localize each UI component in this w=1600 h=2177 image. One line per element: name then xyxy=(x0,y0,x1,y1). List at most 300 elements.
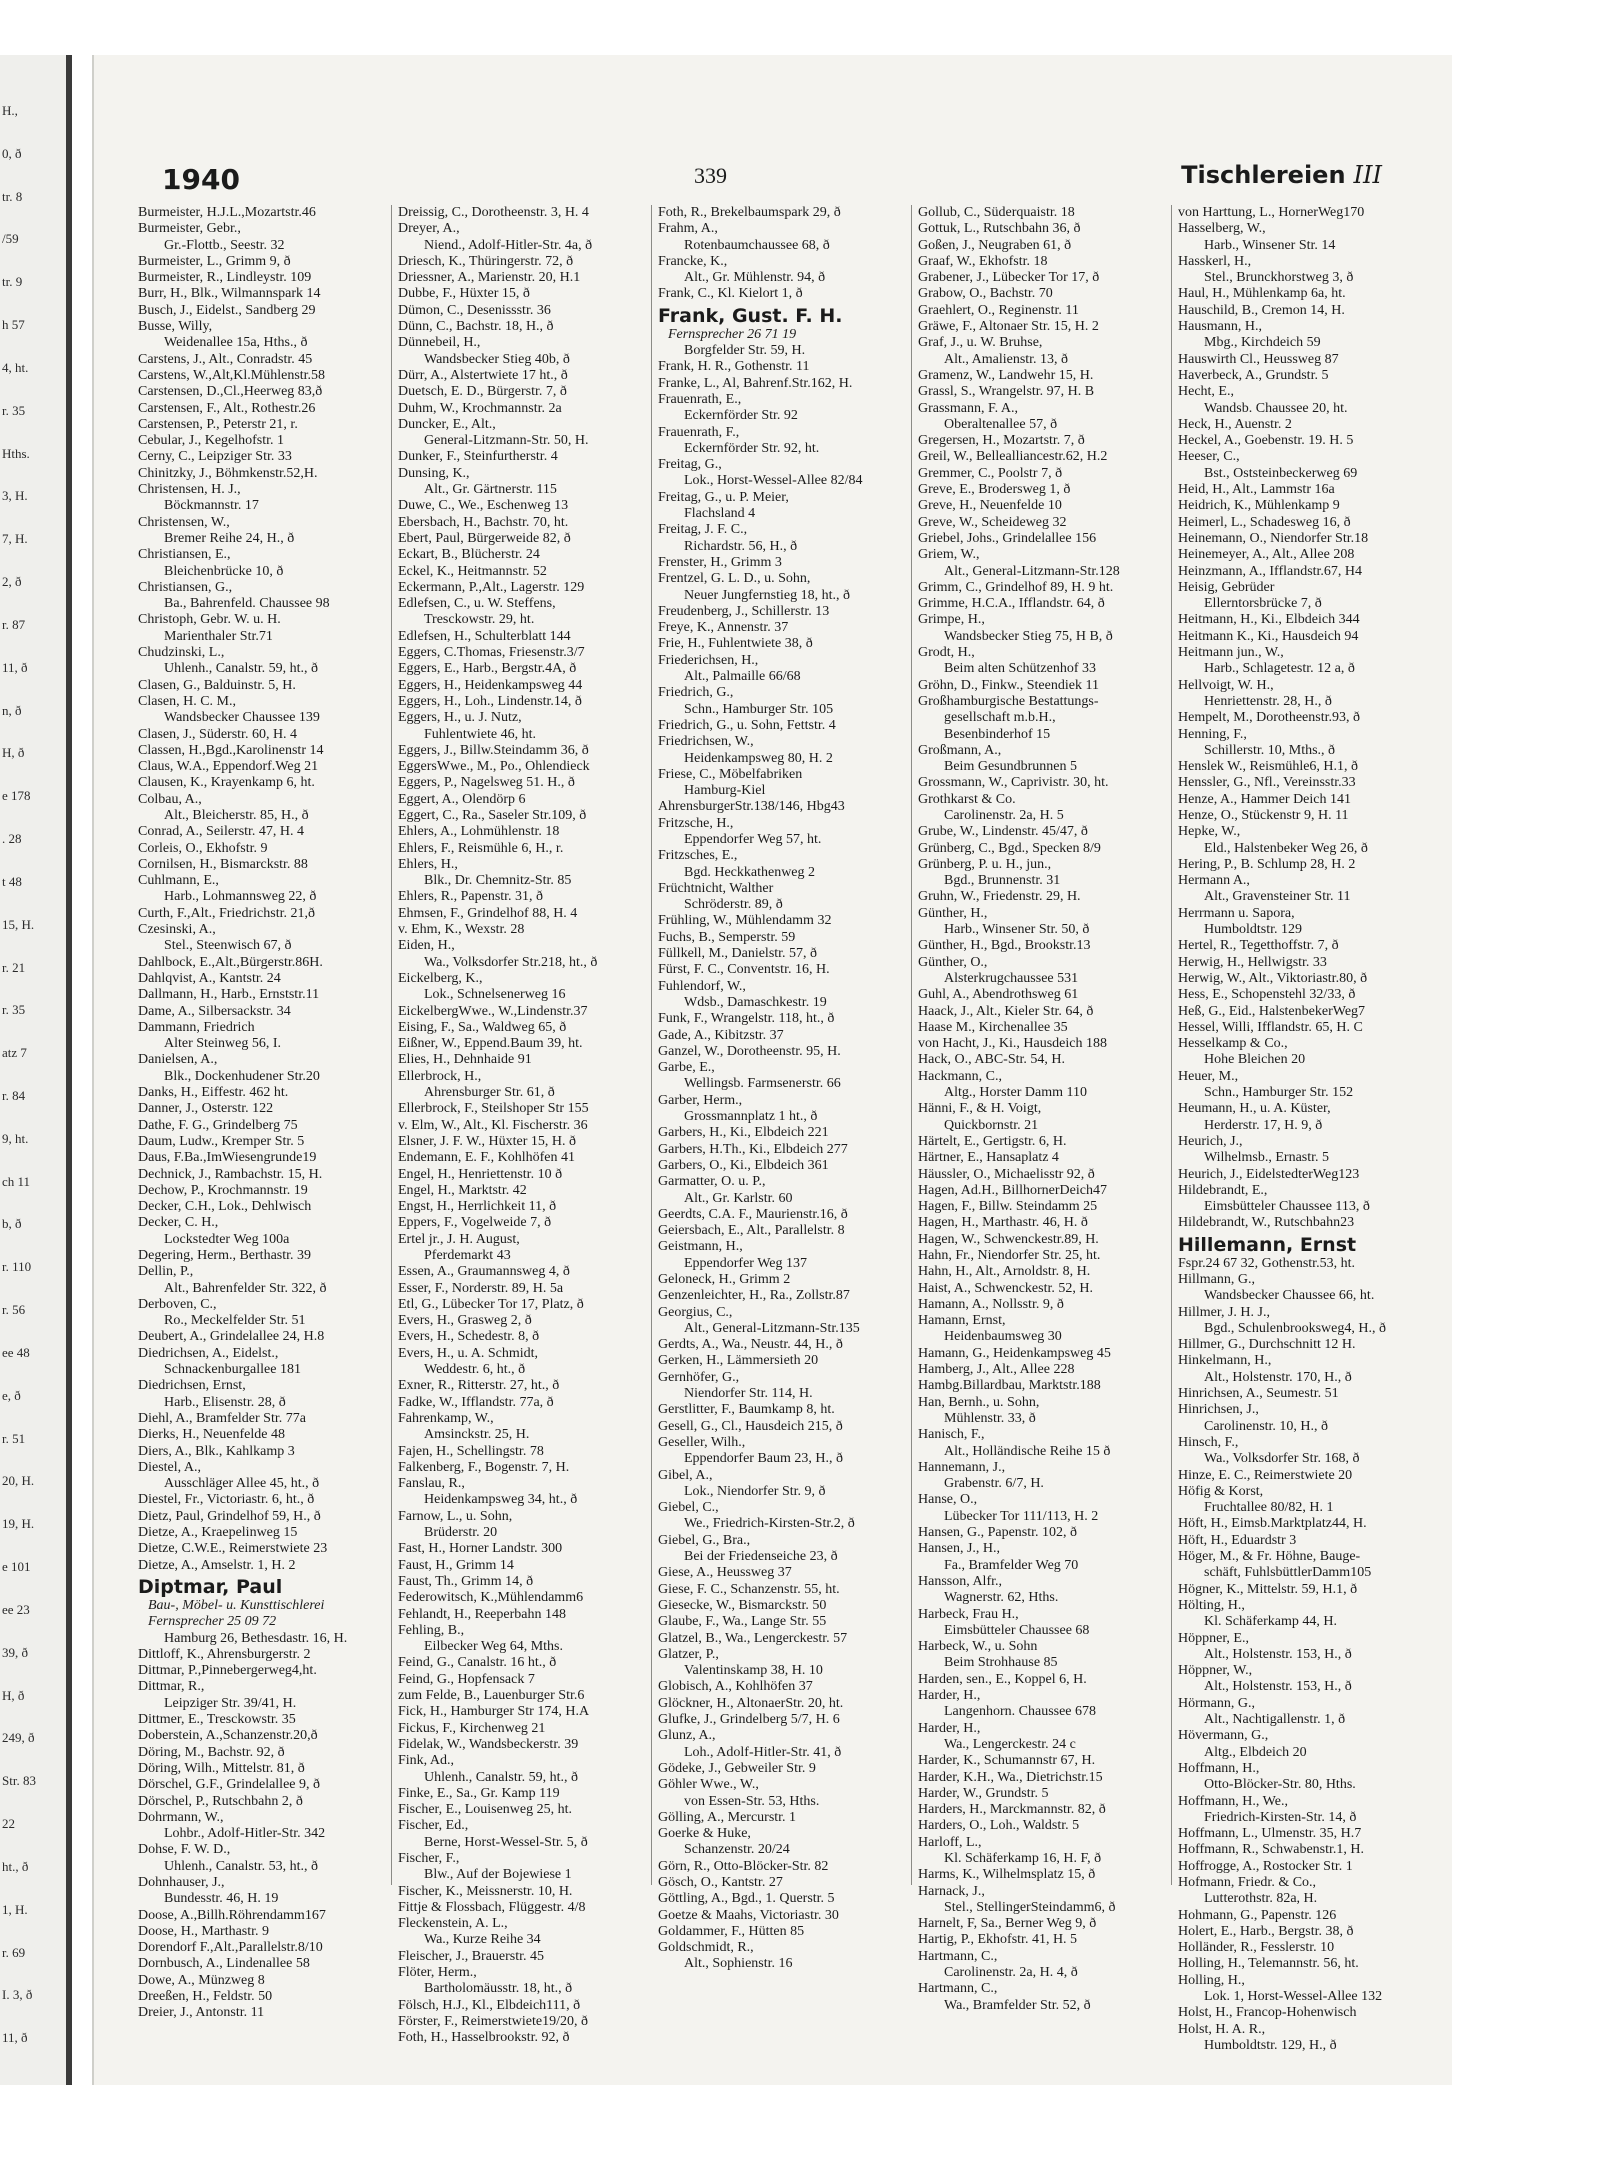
directory-entry: Eggert, C., Ra., Saseler Str.109, ð xyxy=(398,807,587,823)
directory-entry: Höft, H., Eduardstr 3 xyxy=(1178,1532,1297,1548)
directory-entry: Haist, A., Schwenckestr. 52, H. xyxy=(918,1280,1093,1296)
directory-entry-continuation: Stel., Brunckhorstweg 3, ð xyxy=(1204,270,1354,286)
directory-entry: Fuhlendorf, W., xyxy=(658,978,746,994)
directory-entry-continuation: Alt., Holstenstr. 153, H., ð xyxy=(1204,1646,1352,1662)
directory-entry-continuation: Alt., Palmaille 66/68 xyxy=(684,669,801,685)
directory-entry-continuation: Alsterkrugchaussee 531 xyxy=(944,970,1079,986)
previous-page-text-fragment: 249, ð xyxy=(2,1730,35,1746)
directory-entry: Giesecke, W., Bismarckstr. 50 xyxy=(658,1597,827,1613)
directory-entry-continuation: Harb., Schlagetestr. 12 a, ð xyxy=(1204,661,1355,677)
directory-entry: Hagen, W., Schwenckestr.89, H. xyxy=(918,1231,1099,1247)
directory-entry-continuation: Kl. Schäferkamp 44, H. xyxy=(1204,1614,1337,1630)
directory-entry: Frank, C., Kl. Kielort 1, ð xyxy=(658,286,803,302)
directory-entry: Garmatter, O. u. P., xyxy=(658,1174,766,1190)
directory-entry: Claus, W.A., Eppendorf.Weg 21 xyxy=(138,759,319,775)
directory-entry: Fickus, F., Kirchenweg 21 xyxy=(398,1720,546,1736)
previous-page-text-fragment: t 48 xyxy=(2,873,22,889)
directory-entry: Dietz, Paul, Grindelhof 59, H., ð xyxy=(138,1508,321,1524)
directory-entry: Hartmann, C., xyxy=(918,1981,998,1997)
directory-entry: Fajen, H., Schellingstr. 78 xyxy=(398,1443,544,1459)
directory-entry: Grodt, H., xyxy=(918,645,975,661)
directory-entry-continuation: Ba., Bahrenfeld. Chaussee 98 xyxy=(164,596,330,612)
directory-entry: Henslek W., Reismühle6, H.1, ð xyxy=(1178,759,1359,775)
directory-entry-continuation: Otto-Blöcker-Str. 80, Hths. xyxy=(1204,1777,1356,1793)
previous-page-text-fragment: ch 11 xyxy=(2,1173,31,1189)
directory-entry: Cebular, J., Kegelhofstr. 1 xyxy=(138,433,285,449)
directory-entry: Gesell, G., Cl., Hausdeich 215, ð xyxy=(658,1418,843,1434)
directory-entry: Hartmann, C., xyxy=(918,1948,998,1964)
directory-entry: Harders, O., Loh., Waldstr. 5 xyxy=(918,1818,1080,1834)
directory-entry: Hoffmann, H., xyxy=(1178,1760,1260,1776)
directory-entry: Hermann A., xyxy=(1178,873,1250,889)
directory-entry: Frauenrath, F., xyxy=(658,424,740,440)
directory-entry: Dechnick, J., Rambachstr. 15, H. xyxy=(138,1166,323,1182)
directory-entry: Höppner, W., xyxy=(1178,1663,1253,1679)
directory-entry: Driessner, A., Marienstr. 20, H.1 xyxy=(398,270,581,286)
directory-entry: Fanslau, R., xyxy=(398,1476,465,1492)
directory-entry: Eggers, H., Loh., Lindenstr.14, ð xyxy=(398,693,582,709)
directory-entry: Dümon, C., Desenissstr. 36 xyxy=(398,302,551,318)
directory-entry: Holling, H., xyxy=(1178,1972,1245,1988)
directory-entry: Ebersbach, H., Bachstr. 70, ht. xyxy=(398,514,569,530)
previous-page-text-fragment: Str. 83 xyxy=(2,1773,36,1789)
directory-entry: Glaube, F., Wa., Lange Str. 55 xyxy=(658,1614,827,1630)
directory-entry: Fehling, B., xyxy=(398,1622,465,1638)
directory-entry: Diers, A., Blk., Kahlkamp 3 xyxy=(138,1443,295,1459)
directory-entry: Dreier, J., Antonstr. 11 xyxy=(138,2005,265,2021)
directory-entry: Ehlers, F., Reismühle 6, H., r. xyxy=(398,840,564,856)
directory-entry: Gramenz, W., Landwehr 15, H. xyxy=(918,367,1094,383)
directory-entry: Corleis, O., Ekhofstr. 9 xyxy=(138,840,268,856)
directory-entry: Dahlbock, E.,Alt.,Bürgerstr.86H. xyxy=(138,954,323,970)
directory-entry-continuation: Böckmannstr. 17 xyxy=(164,498,259,514)
directory-entry: Härtner, E., Hansaplatz 4 xyxy=(918,1150,1059,1166)
directory-entry: Fink, Ad., xyxy=(398,1753,455,1769)
page-header xyxy=(94,155,1452,195)
directory-entry: Hahn, Fr., Niendorfer Str. 25, ht. xyxy=(918,1248,1101,1263)
directory-entry-continuation: Alt., Gr. Mühlenstr. 94, ð xyxy=(684,270,826,286)
directory-entry-continuation: Grossmannplatz 1 ht., ð xyxy=(684,1109,818,1125)
directory-entry: Gröhn, D., Finkw., Steendiek 11 xyxy=(918,677,1099,693)
directory-entry: Ehlers, R., Papenstr. 31, ð xyxy=(398,889,544,905)
directory-entry: Goßen, J., Neugraben 61, ð xyxy=(918,237,1072,253)
directory-entry-continuation: Lutterothstr. 82a, H. xyxy=(1204,1891,1318,1907)
directory-entry: Evers, H., Grasweg 2, ð xyxy=(398,1313,532,1329)
directory-entry: Garbers, H.Th., Ki., Elbdeich 277 xyxy=(658,1141,848,1157)
section-title xyxy=(1181,161,1382,189)
directory-entry: Dathe, F. G., Grindelberg 75 xyxy=(138,1117,298,1133)
directory-entry: Hannemann, J., xyxy=(918,1459,1006,1475)
directory-entry: Ehmsen, F., Grindelhof 88, H. 4 xyxy=(398,905,578,921)
previous-page-edge xyxy=(0,55,72,2085)
directory-entry: Gollub, C., Süderquaistr. 18 xyxy=(918,205,1075,220)
directory-entry: Freitag, G., u. P. Meier, xyxy=(658,489,789,505)
directory-entry-continuation: Bgd., Brunnenstr. 31 xyxy=(944,873,1061,889)
previous-page-text-fragment: H., xyxy=(2,103,18,118)
directory-entry-continuation: Berne, Horst-Wessel-Str. 5, ð xyxy=(424,1834,588,1850)
directory-entry: Daum, Ludw., Kremper Str. 5 xyxy=(138,1133,305,1149)
directory-entry-continuation: Fuhlentwiete 46, ht. xyxy=(424,726,536,742)
directory-entry-continuation: Alt., Gr. Karlstr. 60 xyxy=(684,1190,793,1206)
directory-entry: Dürr, A., Alstertwiete 17 ht., ð xyxy=(398,367,568,383)
directory-entry: Ellerbrock, H., xyxy=(398,1068,482,1084)
directory-entry: Hamann, G., Heidenkampsweg 45 xyxy=(918,1345,1111,1361)
directory-entry: Gerken, H., Lämmersieth 20 xyxy=(658,1353,819,1369)
directory-entry: Eggert, A., Olendörp 6 xyxy=(398,791,526,807)
directory-entry-continuation: Marienthaler Str.71 xyxy=(164,628,273,644)
directory-entry: Dubbe, F., Hüxter 15, ð xyxy=(398,286,530,302)
directory-entry-continuation: Wa., Volksdorfer Str. 168, ð xyxy=(1204,1451,1360,1467)
directory-entry-continuation: Wagnerstr. 62, Hths. xyxy=(944,1590,1059,1606)
directory-entry: Duetsch, E. D., Bürgerstr. 7, ð xyxy=(398,384,567,400)
directory-entry: Engel, H., Marktstr. 42 xyxy=(398,1182,527,1198)
directory-entry: Franke, L., Al, Bahrenf.Str.162, H. xyxy=(658,375,853,391)
directory-entry-continuation: schäft, FuhlsbüttlerDamm105 xyxy=(1204,1565,1372,1581)
directory-entry-continuation: Grabenstr. 6/7, H. xyxy=(944,1476,1044,1492)
directory-entry: Hillmer, G., Durchschnitt 12 H. xyxy=(1178,1337,1356,1353)
directory-entry: Hellvoigt, W. H., xyxy=(1178,677,1274,693)
directory-entry: Carstensen, D.,Cl.,Heerweg 83,ð xyxy=(138,384,323,400)
directory-entry: Geseller, Wilh., xyxy=(658,1434,746,1450)
directory-entry: Fast, H., Horner Landstr. 300 xyxy=(398,1541,563,1557)
directory-entry-continuation: Alt., Gr. Gärtnerstr. 115 xyxy=(424,482,557,498)
directory-entry: Busse, Willy, xyxy=(138,319,213,335)
directory-entry: Graaf, W., Ekhofstr. 18 xyxy=(918,253,1048,269)
directory-entry: EickelbergWwe., W.,Lindenstr.37 xyxy=(398,1003,588,1019)
directory-entry: Colbau, A., xyxy=(138,791,202,807)
directory-entry: Harms, K., Wilhelmsplatz 15, ð xyxy=(918,1867,1096,1883)
directory-entry: Fahrenkamp, W., xyxy=(398,1410,494,1426)
directory-entry: Eggers, H., Heidenkampsweg 44 xyxy=(398,677,583,693)
directory-entry: Dittloff, K., Ahrensburgerstr. 2 xyxy=(138,1646,311,1662)
directory-entry: Flöter, Herm., xyxy=(398,1965,477,1981)
page-number: 339 xyxy=(694,163,727,188)
previous-page-text-fragment: r. 35 xyxy=(2,1002,26,1018)
directory-entry-continuation: Rotenbaumchaussee 68, ð xyxy=(684,237,830,253)
directory-entry: Hasselberg, W., xyxy=(1178,221,1266,237)
directory-entry: Heck, H., Auenstr. 2 xyxy=(1178,416,1292,432)
directory-entry-subtitle: Fernsprecher 26 71 19 xyxy=(668,326,797,342)
directory-entry-continuation: Blk., Dockenhudener Str.20 xyxy=(164,1068,320,1084)
directory-entry: Giese, A., Heussweg 37 xyxy=(658,1565,792,1581)
previous-page-text-fragment: r. 21 xyxy=(2,959,26,975)
directory-entry: Edlefsen, C., u. W. Steffens, xyxy=(398,596,556,612)
directory-entry-continuation: Fruchtallee 80/82, H. 1 xyxy=(1204,1500,1334,1516)
directory-entry-continuation: Bleichenbrücke 10, ð xyxy=(164,563,284,579)
directory-entry: Hauschild, B., Cremon 14, H. xyxy=(1178,302,1345,318)
directory-entry: Ellerbrock, F., Steilshoper Str 155 xyxy=(398,1101,589,1117)
directory-entry: Fritzsche, H., xyxy=(658,815,734,831)
directory-entry: Fischer, K., Meissnerstr. 10, H. xyxy=(398,1883,573,1899)
directory-entry: Ganzel, W., Dorotheenstr. 95, H. xyxy=(658,1043,841,1059)
directory-entry: Heisig, Gebrüder xyxy=(1178,579,1275,595)
directory-entry: Goerke & Huke, xyxy=(658,1826,751,1842)
directory-entry: Dierks, H., Neuenfelde 48 xyxy=(138,1427,285,1443)
directory-entry-continuation: Uhlenh., Canalstr. 53, ht., ð xyxy=(164,1858,318,1874)
directory-entry: Clasen, G., Balduinstr. 5, H. xyxy=(138,677,296,693)
directory-entry: Fspr.24 67 32, Gothenstr.53, ht. xyxy=(1178,1255,1355,1271)
directory-entry: Dellin, P., xyxy=(138,1264,194,1280)
directory-entry: Hahn, H., Alt., Arnoldstr. 8, H. xyxy=(918,1264,1091,1280)
directory-column-4 xyxy=(912,205,1172,2013)
directory-entry: Friederichsen, H., xyxy=(658,652,759,668)
directory-column-2 xyxy=(392,205,652,2046)
directory-entry: Härtelt, E., Gertigstr. 6, H. xyxy=(918,1133,1067,1149)
directory-entry-continuation: Tresckowstr. 29, ht. xyxy=(424,612,535,628)
directory-entry: Dorendorf F.,Alt.,Parallelstr.8/10 xyxy=(138,1940,323,1956)
directory-entry-continuation: Eppendorfer Weg 137 xyxy=(684,1255,808,1271)
directory-entry: Goldammer, F., Hütten 85 xyxy=(658,1923,805,1939)
directory-entry: Evers, H., Schedestr. 8, ð xyxy=(398,1329,540,1345)
directory-entry: Högner, K., Mittelstr. 59, H.1, ð xyxy=(1178,1581,1358,1597)
directory-entry: Dietze, C.W.E., Reimerstwiete 23 xyxy=(138,1541,328,1557)
directory-entry: Hagen, Ad.H., BillhornerDeich47 xyxy=(918,1182,1107,1198)
directory-entry-continuation: Lübecker Tor 111/113, H. 2 xyxy=(944,1508,1099,1524)
directory-entry: Hofmann, Friedr. & Co., xyxy=(1178,1874,1317,1890)
directory-entry: Eggers, H., u. J. Nutz, xyxy=(398,710,522,726)
directory-entry: Hanisch, F., xyxy=(918,1427,985,1443)
directory-entry: Diestel, Fr., Victoriastr. 6, ht., ð xyxy=(138,1492,315,1508)
directory-entry: Eißner, W., Eppend.Baum 39, ht. xyxy=(398,1036,583,1052)
directory-entry-continuation: Hamburg-Kiel xyxy=(684,783,766,799)
directory-entry: Eggers, E., Harb., Bergstr.4A, ð xyxy=(398,661,577,677)
directory-entry: Hanse, O., xyxy=(918,1492,978,1508)
directory-entry: Hildebrandt, W., Rutschbahn23 xyxy=(1178,1215,1355,1231)
directory-entry: Heinzmann, A., Ifflandstr.67, H4 xyxy=(1178,563,1363,579)
directory-entry: Dame, A., Silbersackstr. 34 xyxy=(138,1003,291,1019)
directory-entry: Grassmann, F. A., xyxy=(918,400,1018,416)
previous-page-text-fragment: b, ð xyxy=(2,1216,22,1232)
directory-entry: Grothkarst & Co. xyxy=(918,791,1016,807)
directory-entry: Gernhöfer, G., xyxy=(658,1369,740,1385)
directory-entry: Fölsch, H.J., Kl., Elbdeich111, ð xyxy=(398,1997,581,2013)
directory-entry: Burmeister, L., Grimm 9, ð xyxy=(138,253,291,269)
directory-entry: Hessel, Willi, Ifflandstr. 65, H. C xyxy=(1178,1019,1363,1035)
directory-entry-subtitle: Fernsprecher 25 09 72 xyxy=(148,1614,277,1630)
directory-entry: Höppner, E., xyxy=(1178,1630,1249,1646)
directory-entry-continuation: Beim Gesundbrunnen 5 xyxy=(944,759,1077,775)
directory-entry: Cuhlmann, E., xyxy=(138,873,219,889)
directory-entry: Heimerl, L., Schadesweg 16, ð xyxy=(1178,514,1351,530)
directory-entry-continuation: Wa., Bramfelder Str. 52, ð xyxy=(944,1997,1091,2013)
directory-entry: Gregersen, H., Mozartstr. 7, ð xyxy=(918,433,1085,449)
directory-entry: Dittmar, P.,Pinnebergerweg4,ht. xyxy=(138,1663,317,1679)
directory-entry-continuation: Bgd. Heckkathenweg 2 xyxy=(684,864,816,880)
directory-entry: Freitag, J. F. C., xyxy=(658,522,748,538)
directory-entry-continuation: Schn., Hamburger Str. 105 xyxy=(684,701,834,717)
directory-entry: Hörmann, G., xyxy=(1178,1695,1255,1711)
directory-entry: Eiden, H., xyxy=(398,938,455,954)
previous-page-text-fragment: 39, ð xyxy=(2,1644,28,1660)
directory-entry: Hertel, R., Tegetthoffstr. 7, ð xyxy=(1178,938,1339,954)
directory-entry: Döring, Wilh., Mittelstr. 81, ð xyxy=(138,1760,305,1776)
directory-entry-continuation: Eimsbütteler Chaussee 68 xyxy=(944,1622,1090,1638)
directory-entry: Falkenberg, F., Bogenstr. 7, H. xyxy=(398,1459,570,1475)
directory-entry: Döring, M., Bachstr. 92, ð xyxy=(138,1744,285,1760)
directory-entry-continuation: Eckernförder Str. 92, ht. xyxy=(684,440,820,456)
directory-entry: Fidelak, W., Wandsbeckerstr. 39 xyxy=(398,1736,579,1752)
directory-entry: Hartig, P., Ekhofstr. 41, H. 5 xyxy=(918,1932,1078,1948)
directory-entry-continuation: Carolinenstr. 10, H., ð xyxy=(1204,1418,1329,1434)
directory-entry-continuation: Hohe Bleichen 20 xyxy=(1204,1052,1306,1068)
directory-entry-continuation: Ro., Meckelfelder Str. 51 xyxy=(164,1313,306,1329)
directory-entry-continuation: Eppendorfer Weg 57, ht. xyxy=(684,831,822,847)
directory-entry: Edlefsen, H., Schulterblatt 144 xyxy=(398,628,571,644)
directory-entry: Greve, E., Brodersweg 1, ð xyxy=(918,482,1071,498)
directory-entry: Feind, G., Hopfensack 7 xyxy=(398,1671,535,1687)
directory-entry-continuation: Besenbinderhof 15 xyxy=(944,726,1051,742)
directory-entry: Glöckner, H., AltonaerStr. 20, ht. xyxy=(658,1695,844,1711)
directory-entry: Freye, K., Annenstr. 37 xyxy=(658,620,789,636)
directory-entry-continuation: Bei der Friedenseiche 23, ð xyxy=(684,1549,838,1565)
directory-entry-continuation: Schillerstr. 10, Mths., ð xyxy=(1204,742,1336,758)
directory-entry: Degering, Herm., Berthastr. 39 xyxy=(138,1248,312,1263)
directory-entry: Holling, H., Telemannstr. 56, ht. xyxy=(1178,1956,1359,1972)
directory-entry: Füllkell, M., Danielstr. 57, ð xyxy=(658,946,818,962)
directory-entry: Garber, Herm., xyxy=(658,1092,743,1108)
directory-entry: Esser, F., Norderstr. 89, H. 5a xyxy=(398,1280,564,1296)
book-gutter xyxy=(66,55,72,2085)
directory-entry: Dünn, C., Bachstr. 18, H., ð xyxy=(398,319,554,335)
directory-entry: Foth, R., Brekelbaumspark 29, ð xyxy=(658,205,841,220)
directory-entry: Hagen, F., Billw. Steindamm 25 xyxy=(918,1199,1098,1215)
directory-entry: Graehlert, O., Reginenstr. 11 xyxy=(918,302,1079,318)
previous-page-text-fragment: r. 84 xyxy=(2,1088,26,1103)
directory-entry: Gölling, A., Mercurstr. 1 xyxy=(658,1809,797,1825)
directory-entry: Hausmann, H., xyxy=(1178,319,1262,335)
directory-entry: Fischer, F., xyxy=(398,1850,460,1866)
directory-entry: Decker, C.H., Lok., Dehlwisch xyxy=(138,1199,312,1215)
directory-entry: Hoffmann, L., Ulmenstr. 35, H.7 xyxy=(1178,1826,1362,1842)
directory-entry: Harden, sen., E., Koppel 6, H. xyxy=(918,1671,1087,1687)
directory-entry: Geistmann, H., xyxy=(658,1239,743,1255)
directory-entry: Freudenberg, J., Schillerstr. 13 xyxy=(658,603,830,619)
directory-entry: Dietze, A., Amselstr. 1, H. 2 xyxy=(138,1557,296,1573)
directory-entry: Heeser, C., xyxy=(1178,449,1240,465)
directory-entry: Diedrichsen, A., Eidelst., xyxy=(138,1345,279,1361)
previous-page-text-fragment: atz 7 xyxy=(2,1045,27,1061)
directory-entry: Diehl, A., Bramfelder Str. 77a xyxy=(138,1410,306,1426)
directory-entry-continuation: Carolinenstr. 2a, H. 4, ð xyxy=(944,1965,1078,1981)
directory-entry: Dohse, F. W. D., xyxy=(138,1842,231,1858)
directory-entry-continuation: Kl. Schäferkamp 16, H. F, ð xyxy=(944,1850,1102,1866)
directory-entry: Höft, H., Eimsb.Marktplatz44, H. xyxy=(1178,1516,1367,1532)
directory-entry-continuation: Alt., General-Litzmann-Str.128 xyxy=(944,563,1120,579)
directory-entry-highlighted: Hillemann, Ernst xyxy=(1178,1233,1357,1256)
directory-entry-continuation: Richardstr. 56, H., ð xyxy=(684,538,798,554)
directory-entry-continuation: Gr.-Flottb., Seestr. 32 xyxy=(164,237,285,253)
directory-entry-continuation: Carolinenstr. 2a, H. 5 xyxy=(944,807,1064,823)
previous-page-text-fragment: I. 3, ð xyxy=(2,1987,33,2003)
directory-entry: Eggers, P., Nagelsweg 51. H., ð xyxy=(398,775,575,791)
directory-entry-continuation: Alt., General-Litzmann-Str.135 xyxy=(684,1320,860,1336)
directory-entry: Carstensen, F., Alt., Rothestr.26 xyxy=(138,400,316,416)
directory-entry: Eckart, B., Blücherstr. 24 xyxy=(398,547,540,563)
directory-entry: Glunz, A., xyxy=(658,1728,716,1744)
directory-entry: Heckel, A., Goebenstr. 19. H. 5 xyxy=(1178,433,1354,449)
directory-entry-continuation: Eimsbütteler Chaussee 113, ð xyxy=(1204,1199,1370,1215)
directory-entry: Essen, A., Graumannsweg 4, ð xyxy=(398,1264,570,1280)
directory-entry-continuation: Lok., Schnelsenerweg 16 xyxy=(424,987,566,1003)
directory-entry: Hoffmann, H., We., xyxy=(1178,1793,1288,1809)
directory-entry-continuation: Quickbornstr. 21 xyxy=(944,1117,1039,1133)
directory-entry: Hänni, F., & H. Voigt, xyxy=(918,1101,1042,1117)
directory-entry: Haack, J., Alt., Kieler Str. 64, ð xyxy=(918,1003,1094,1019)
directory-entry: Grimme, H.C.A., Ifflandstr. 64, ð xyxy=(918,596,1105,612)
directory-entry: Henning, F., xyxy=(1178,726,1247,742)
directory-entry: Fick, H., Hamburger Str 174, H.A xyxy=(398,1704,590,1720)
directory-entry-continuation: Alter Steinweg 56, I. xyxy=(164,1036,282,1052)
directory-entry: Hering, P., B. Schlump 28, H. 2 xyxy=(1178,856,1356,872)
directory-entry: Henze, A., Hammer Deich 141 xyxy=(1178,791,1351,807)
directory-entry: Griem, W., xyxy=(918,547,980,563)
directory-entry: Dörschel, G.F., Grindelallee 9, ð xyxy=(138,1777,320,1793)
directory-entry: Hölting, H., xyxy=(1178,1597,1245,1613)
directory-entry: Carstens, J., Alt., Conradstr. 45 xyxy=(138,351,313,367)
directory-entry: Glatzel, B., Wa., Lengerckestr. 57 xyxy=(658,1630,848,1646)
directory-entry: Hess, E., Schopenstehl 32/33, ð xyxy=(1178,987,1356,1003)
directory-entry: Doose, A.,Billh.Röhrendamm167 xyxy=(138,1907,326,1923)
previous-page-text-fragment: 15, H. xyxy=(2,916,35,932)
directory-entry-continuation: Eilbecker Weg 64, Mths. xyxy=(424,1639,563,1655)
directory-entry: Gibel, A., xyxy=(658,1467,713,1483)
directory-entry-highlighted: Frank, Gust. F. H. xyxy=(658,304,843,327)
directory-entry-continuation: Weddestr. 6, ht., ð xyxy=(424,1362,526,1378)
directory-entry-continuation: Wandsbecker Stieg 40b, ð xyxy=(424,351,570,367)
directory-entry: Duwe, C., We., Eschenweg 13 xyxy=(398,498,569,514)
directory-entry: Holländer, R., Fesslerstr. 10 xyxy=(1178,1940,1335,1956)
directory-entry-continuation: Langenhorn. Chaussee 678 xyxy=(944,1704,1097,1720)
directory-entry: Holst, H. A. R., xyxy=(1178,2021,1266,2037)
directory-entry: Funk, F., Wrangelstr. 118, ht., ð xyxy=(658,1011,835,1027)
directory-entry-continuation: Neuer Jungfernstieg 18, ht., ð xyxy=(684,587,851,603)
directory-entry-continuation: Harb., Winsener Str. 14 xyxy=(1204,237,1336,253)
directory-entry-continuation: Harb., Elisenstr. 28, ð xyxy=(164,1394,286,1410)
directory-entry: Deubert, A., Grindelallee 24, H.8 xyxy=(138,1329,325,1345)
directory-entry: Christensen, W., xyxy=(138,514,230,530)
directory-entry: Christiansen, E., xyxy=(138,547,231,563)
directory-entry: Driesch, K., Thüringerstr. 72, ð xyxy=(398,253,574,269)
directory-entry-continuation: Eld., Halstenbeker Weg 26, ð xyxy=(1204,840,1368,856)
directory-entry: zum Felde, B., Lauenburger Str.6 xyxy=(398,1688,585,1704)
directory-entry: Heitmann jun., W., xyxy=(1178,645,1284,661)
directory-entry: Gruhn, W., Friedenstr. 29, H. xyxy=(918,889,1081,905)
page-year: 1940 xyxy=(162,163,240,196)
directory-entry: Giebel, C., xyxy=(658,1500,719,1516)
previous-page-text-fragment: h 57 xyxy=(2,317,25,333)
directory-entry-continuation: Uhlenh., Canalstr. 59, ht., ð xyxy=(164,661,318,677)
previous-page-text-fragment: r. 110 xyxy=(2,1259,32,1275)
directory-entry: Haase M., Kirchenallee 35 xyxy=(918,1019,1068,1035)
previous-page-text-fragment: r. 56 xyxy=(2,1302,26,1318)
directory-entry-continuation: Harb., Lohmannsweg 22, ð xyxy=(164,889,317,905)
directory-entry: Heinemeyer, A., Alt., Allee 208 xyxy=(1178,547,1355,563)
directory-entry: Foth, H., Hasselbrookstr. 92, ð xyxy=(398,2030,570,2046)
directory-entry: Federowitsch, K.,Mühlendamm6 xyxy=(398,1590,584,1606)
directory-entry: Clausen, K., Krayenkamp 6, ht. xyxy=(138,775,315,791)
directory-entry: Ebert, Paul, Bürgerweide 82, ð xyxy=(398,530,571,546)
directory-entry: Haul, H., Mühlenkamp 6a, ht. xyxy=(1178,286,1346,302)
directory-entry: Frühling, W., Mühlendamm 32 xyxy=(658,913,832,929)
directory-entry-continuation: Heidenkampsweg 80, H. 2 xyxy=(684,750,833,766)
directory-entry: Cornilsen, H., Bismarckstr. 88 xyxy=(138,856,308,872)
directory-entry: Frahm, A., xyxy=(658,221,718,237)
directory-entry: Harder, K.H., Wa., Dietrichstr.15 xyxy=(918,1769,1103,1785)
directory-entry: Endemann, E. F., Kohlhöfen 41 xyxy=(398,1150,575,1166)
directory-entry: Gösch, O., Kantstr. 27 xyxy=(658,1874,783,1890)
directory-entry-continuation: General-Litzmann-Str. 50, H. xyxy=(424,433,589,449)
previous-page-text-fragment: 19, H. xyxy=(2,1516,35,1532)
